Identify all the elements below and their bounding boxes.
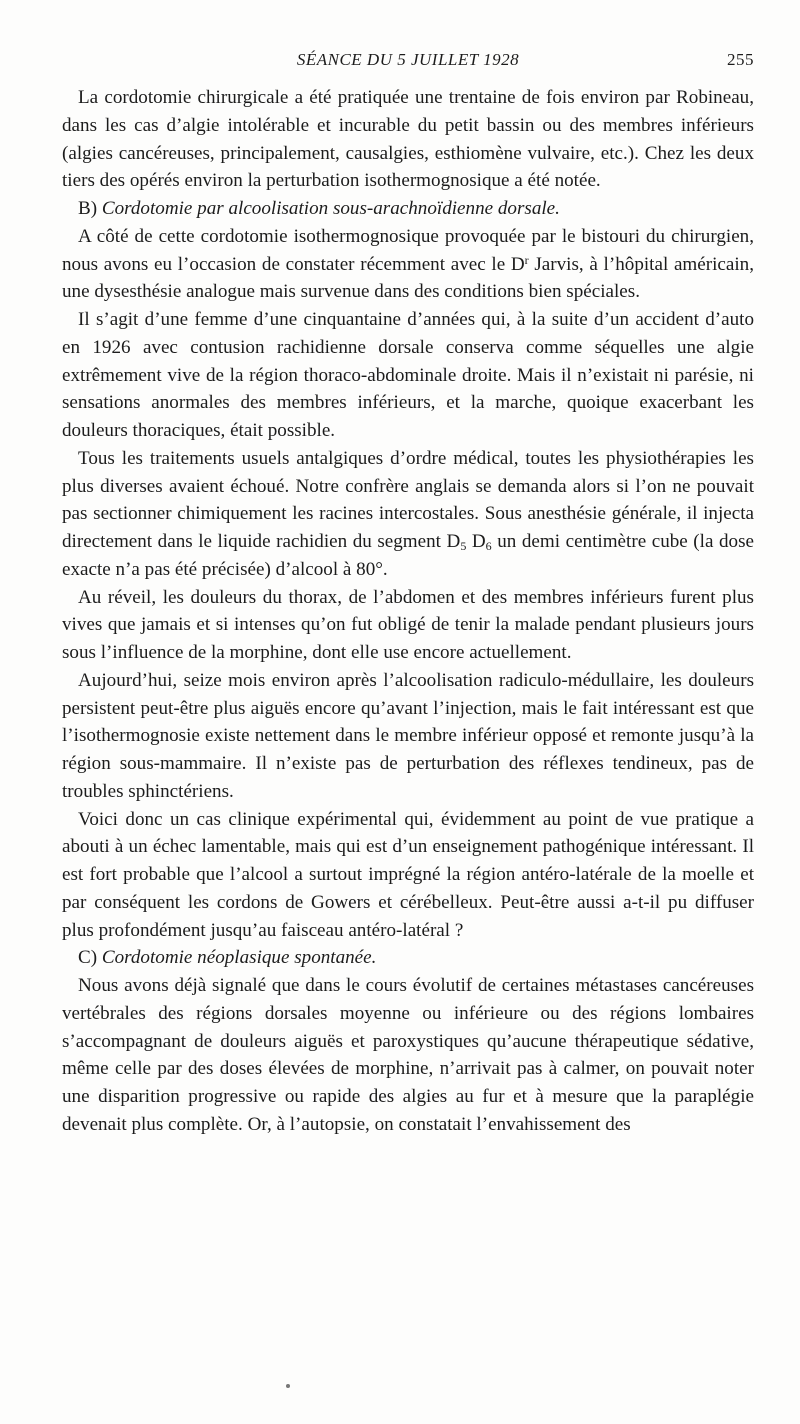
section-title-b: Cordotomie par alcoolisation sous-arachnoïdienne dorsale. [101, 198, 560, 219]
running-header [62, 50, 754, 76]
paragraph-robineau: La cordotomie chirurgicale a été pratiquée une trentaine de fois environ par Robineau, dans les cas d’algie intolérable et incurable du petit bassin ou des membres inférieurs (algies cancéreuses, principalement, causalgies, esthiomène vulvaire, etc.). Chez les deux tiers des opérés environ la perturbation isothermognosique a été notée. [62, 87, 754, 192]
paragraph-aujourdhui: Aujourd’hui, seize mois environ après l’alcoolisation radiculo-médullaire, les douleurs persistent peut-être plus aiguës encore qu’avant l’injection, mais le fait intéressant est que l’isothermognosie existe nettement dans le membre inférieur opposé et remonte jusqu’à la région sous-mammaire. Il n’existe pas de perturbation des réflexes tendineux, pas de troubles sphinctériens. [62, 669, 754, 802]
section-title-c: Cordotomie néoplasique spontanée. [101, 947, 377, 969]
section-heading-b [62, 195, 754, 223]
paragraph-reveil: Au réveil, les douleurs du thorax, de l’abdomen et des membres inférieurs furent plus vives que jamais et si intenses qu’on fut obligé de tenir la malade pendant plusieurs jours sous l’influence de la morphine, dont elle use encore actuellement. [62, 586, 754, 663]
header-title: SÉANCE DU 5 JUILLET 1928 [296, 50, 520, 69]
paragraph-conclusion: Voici donc un cas clinique expérimental qui, évidemment au point de vue pratique a abouti à un échec lamentable, mais qui est d’un enseignement pathogénique intéressant. Il est fort probable que l’alcool a surtout imprégné la région antéro-latérale de la moelle et par conséquent les cordons de Gowers et cérébelleux. Peut-être aussi a-t-il pu diffuser plus profondément jusqu’au faisceau antéro-latéral ? [62, 808, 754, 941]
page-number: 255 [727, 50, 754, 69]
paragraph-treatment: Tous les traitements usuels antalgiques d’ordre médical, toutes les physiothérapies les plus diverses avaient échoué. Notre confrère anglais se demanda alors si l’on ne pouvait pas sectionner chimiquement les racines intercostales. Sous anesthésie générale, il injecta directement dans le liquide rachidien du segment $D_5$ $D_6$ un demi centimètre cube (la dose exacte n’a pas été précisée) d’alcool à 80°. [62, 447, 754, 580]
body-text [62, 84, 754, 1139]
paragraph-metastases: Nous avons déjà signalé que dans le cours évolutif de certaines métastases cancéreuses vertébrales des régions dorsales moyenne ou inférieure ou des régions lombaires s’accompagnant de douleurs aiguës et paroxystiques qu’aucune thérapeutique sédative, même celle par des doses élevées de morphine, n’arrivait pas à calmer, on pouvait noter une disparition progressive ou rapide des algies au fur et à mesure que la paraplégie devenait plus complète. Or, à l’autopsie, on constatait l’envahissement des [62, 975, 754, 1135]
section-heading-c [62, 944, 754, 972]
print-speck [286, 1384, 290, 1388]
section-letter-c: C) [78, 947, 98, 969]
paragraph-case: Il s’agit d’une femme d’une cinquantaine d’années qui, à la suite d’un accident d’auto en 1926 avec contusion rachidienne dorsale conserva comme séquelles une algie extrêmement vive de la région thoraco-abdominale droite. Mais il n’existait ni parésie, ni sensations anormales des membres inférieurs, et la marche, quoique exacerbant les douleurs thoraciques, était possible. [62, 309, 754, 441]
paragraph-jarvis: A côté de cette cordotomie isothermognosique provoquée par le bistouri du chirurgien, nous avons eu l’occasion de constater récemment avec le $D^r$ Jarvis, à l’hôpital américain, une dysesthésie analogue mais survenue dans des conditions bien spéciales. [62, 225, 754, 303]
section-letter-b: B) [78, 198, 98, 219]
